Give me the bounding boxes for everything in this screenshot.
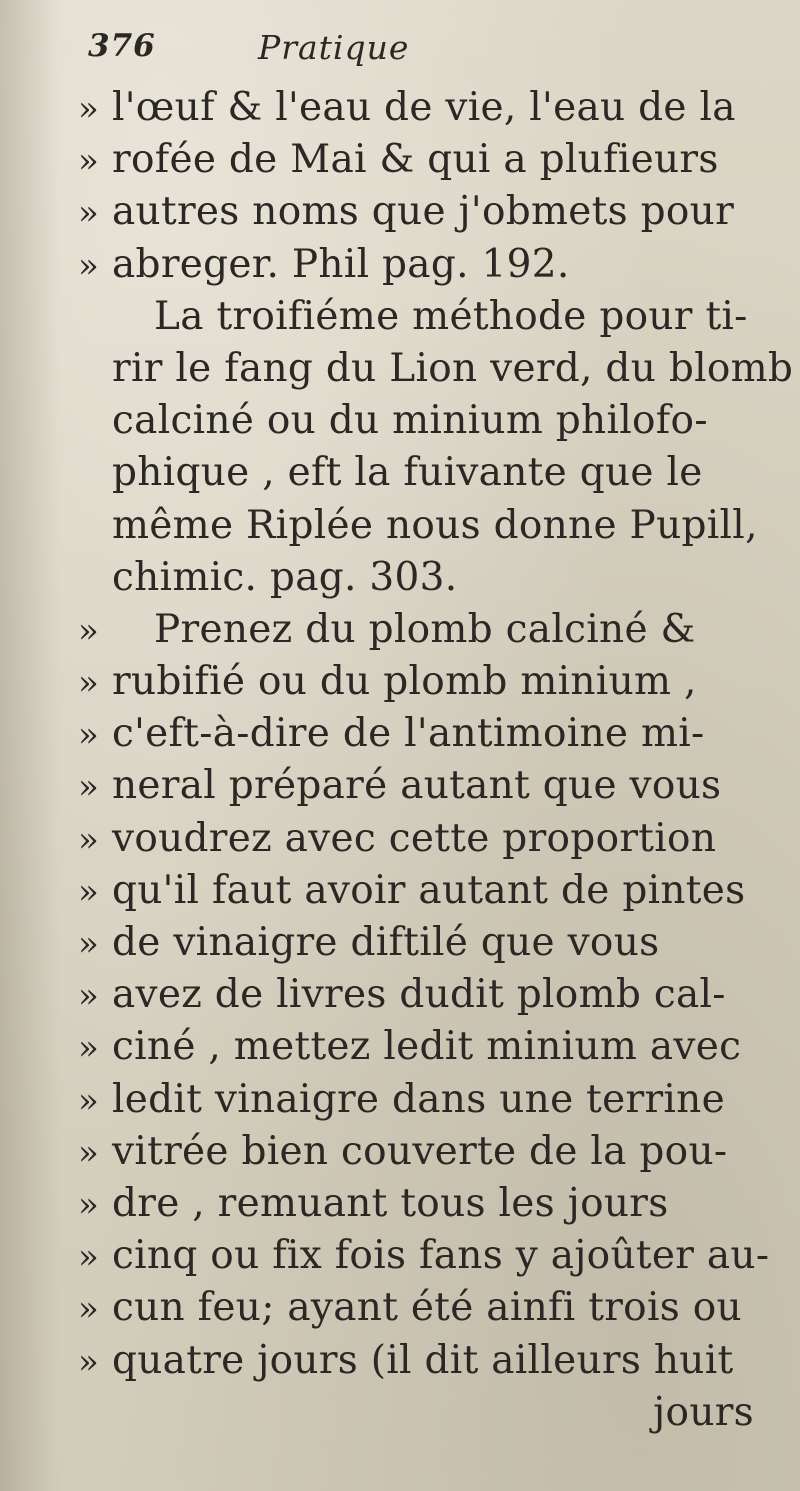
- text-line: [78, 291, 778, 343]
- line-text: calciné ou du minium philofo-: [112, 398, 708, 444]
- page-edge-shadow: [0, 0, 60, 1491]
- running-head: Pratique: [258, 28, 410, 67]
- quote-marker: »: [78, 767, 100, 808]
- quote-marker: »: [78, 976, 100, 1017]
- text-line: [78, 1335, 778, 1387]
- text-line: [78, 552, 778, 604]
- line-text: qu'il faut avoir autant de pintes: [112, 867, 746, 913]
- text-line: [78, 1074, 778, 1126]
- quote-marker: »: [78, 141, 100, 182]
- line-text: quatre jours (il dit ailleurs huit: [112, 1337, 734, 1383]
- line-text: dre , remuant tous les jours: [112, 1180, 669, 1226]
- text-line: [78, 134, 778, 186]
- quote-marker: »: [78, 610, 100, 651]
- line-text: Prenez du plomb calciné &: [154, 606, 696, 652]
- line-text: vitrée bien couverte de la pou-: [112, 1128, 728, 1174]
- text-line: [78, 813, 778, 865]
- line-text: de vinaigre diftilé que vous: [112, 920, 660, 965]
- quote-marker: »: [78, 871, 100, 912]
- quote-marker: »: [78, 1289, 100, 1330]
- text-line: [78, 865, 778, 917]
- quote-marker: »: [78, 1341, 100, 1382]
- line-text: rubifié ou du plomb minium ,: [112, 659, 697, 705]
- line-text: phique , eft la fuivante que le: [112, 450, 703, 496]
- text-line: [78, 760, 778, 812]
- text-line: [78, 395, 778, 447]
- quote-marker: »: [78, 1237, 100, 1278]
- line-text: jours: [653, 1389, 754, 1435]
- quote-marker: »: [78, 1028, 100, 1069]
- quote-marker: »: [78, 1080, 100, 1121]
- text-line: [78, 1021, 778, 1073]
- line-text: rofée de Mai & qui a plufieurs: [112, 137, 719, 183]
- line-text: c'eft-à-dire de l'antimoine mi-: [112, 711, 705, 757]
- page-number: 376: [88, 28, 156, 64]
- text-line: [78, 708, 778, 760]
- page-header: [0, 22, 800, 72]
- quote-marker: »: [78, 819, 100, 860]
- text-line: [78, 1126, 778, 1178]
- quote-marker: »: [78, 924, 100, 964]
- line-text: avez de livres dudit plomb cal-: [112, 972, 726, 1018]
- text-line: [78, 500, 778, 552]
- text-line: [78, 656, 778, 708]
- quote-marker: »: [78, 1184, 100, 1225]
- text-line: [78, 1387, 778, 1439]
- text-line: [78, 82, 778, 134]
- line-text: rir le fang du Lion verd, du blomb: [112, 345, 794, 391]
- quote-marker: »: [78, 245, 100, 286]
- text-line: [78, 343, 794, 395]
- line-text: abreger. Phil pag. 192.: [112, 241, 570, 287]
- line-text: ciné , mettez ledit minium avec: [112, 1024, 742, 1070]
- line-text: ledit vinaigre dans une terrine: [112, 1076, 725, 1122]
- line-text: La troifiéme méthode pour ti-: [154, 293, 748, 339]
- text-line: [78, 969, 778, 1021]
- text-line: [78, 239, 778, 291]
- line-text: cun feu; ayant été ainfi trois ou: [112, 1285, 742, 1331]
- line-text: cinq ou fix fois fans y ajoûter au-: [112, 1233, 770, 1279]
- text-line: [78, 447, 778, 499]
- line-text: voudrez avec cette proportion: [112, 815, 717, 861]
- line-text: neral préparé autant que vous: [112, 763, 722, 809]
- line-text: autres noms que j'obmets pour: [112, 189, 735, 235]
- text-line: [78, 186, 778, 238]
- quote-marker: »: [78, 663, 100, 704]
- line-text: chimic. pag. 303.: [112, 554, 458, 600]
- text-line: [78, 1178, 778, 1230]
- body-text: [78, 82, 794, 1439]
- text-line: [78, 1282, 778, 1334]
- line-text: même Riplée nous donne Pupill,: [112, 502, 758, 548]
- text-line: [78, 917, 778, 969]
- quote-marker: »: [78, 193, 100, 234]
- line-text: l'œuf & l'eau de vie, l'eau de la: [112, 85, 736, 130]
- quote-marker: »: [78, 715, 100, 756]
- text-line: [78, 604, 778, 656]
- text-line: [78, 1230, 778, 1282]
- quote-marker: »: [78, 1132, 100, 1173]
- quote-marker: »: [78, 89, 100, 129]
